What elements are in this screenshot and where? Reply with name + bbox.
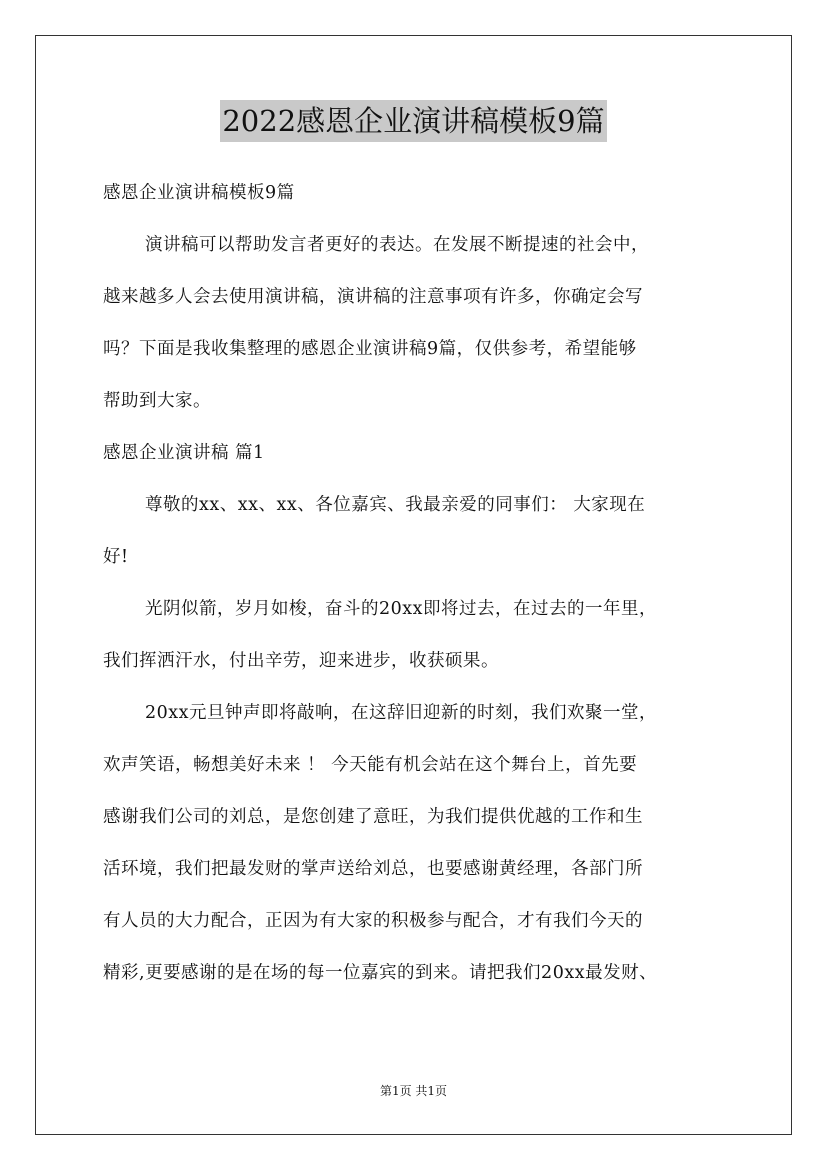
page-footer: 第1页 共1页 <box>379 1084 448 1098</box>
body-line: 越来越多人会去使用演讲稿，演讲稿的注意事项有许多，你确定会写 <box>103 287 643 307</box>
body-line: 20xx元旦钟声即将敲响，在这辞旧迎新的时刻，我们欢聚一堂， <box>145 703 658 723</box>
body-line: 演讲稿可以帮助发言者更好的表达。在发展不断提速的社会中， <box>145 235 649 255</box>
body-line: 我们挥洒汗水，付出辛劳，迎来进步，收获硕果。 <box>103 651 499 671</box>
body-line: 感恩企业演讲稿模板9篇 <box>103 183 295 203</box>
document-title: 2022感恩企业演讲稿模板9篇 <box>220 100 606 142</box>
body-line: 光阴似箭，岁月如梭，奋斗的20xx即将过去，在过去的一年里， <box>145 599 658 619</box>
body-line: 欢声笑语，畅想美好未来 ！ 今天能有机会站在这个舞台上，首先要 <box>103 755 638 775</box>
body-line: 精彩,更要感谢的是在场的每一位嘉宾的到来。请把我们20xx最发财、 <box>103 963 658 983</box>
body-line: 活环境，我们把最发财的掌声送给刘总，也要感谢黄经理，各部门所 <box>103 859 643 879</box>
body-line: 有人员的大力配合，正因为有大家的积极参与配合，才有我们今天的 <box>103 911 643 931</box>
body-line: 好! <box>103 547 129 567</box>
body-line: 帮助到大家。 <box>103 391 211 411</box>
title-container <box>0 100 827 142</box>
body-line: 感恩企业演讲稿 篇1 <box>103 443 265 463</box>
body-line: 尊敬的xx、xx、xx、各位嘉宾、我最亲爱的同事们： 大家现在 <box>145 495 646 515</box>
body-line: 感谢我们公司的刘总，是您创建了意旺，为我们提供优越的工作和生 <box>103 807 643 827</box>
document-body <box>103 172 728 1004</box>
body-line: 吗？下面是我收集整理的感恩企业演讲稿9篇，仅供参考，希望能够 <box>103 339 637 359</box>
